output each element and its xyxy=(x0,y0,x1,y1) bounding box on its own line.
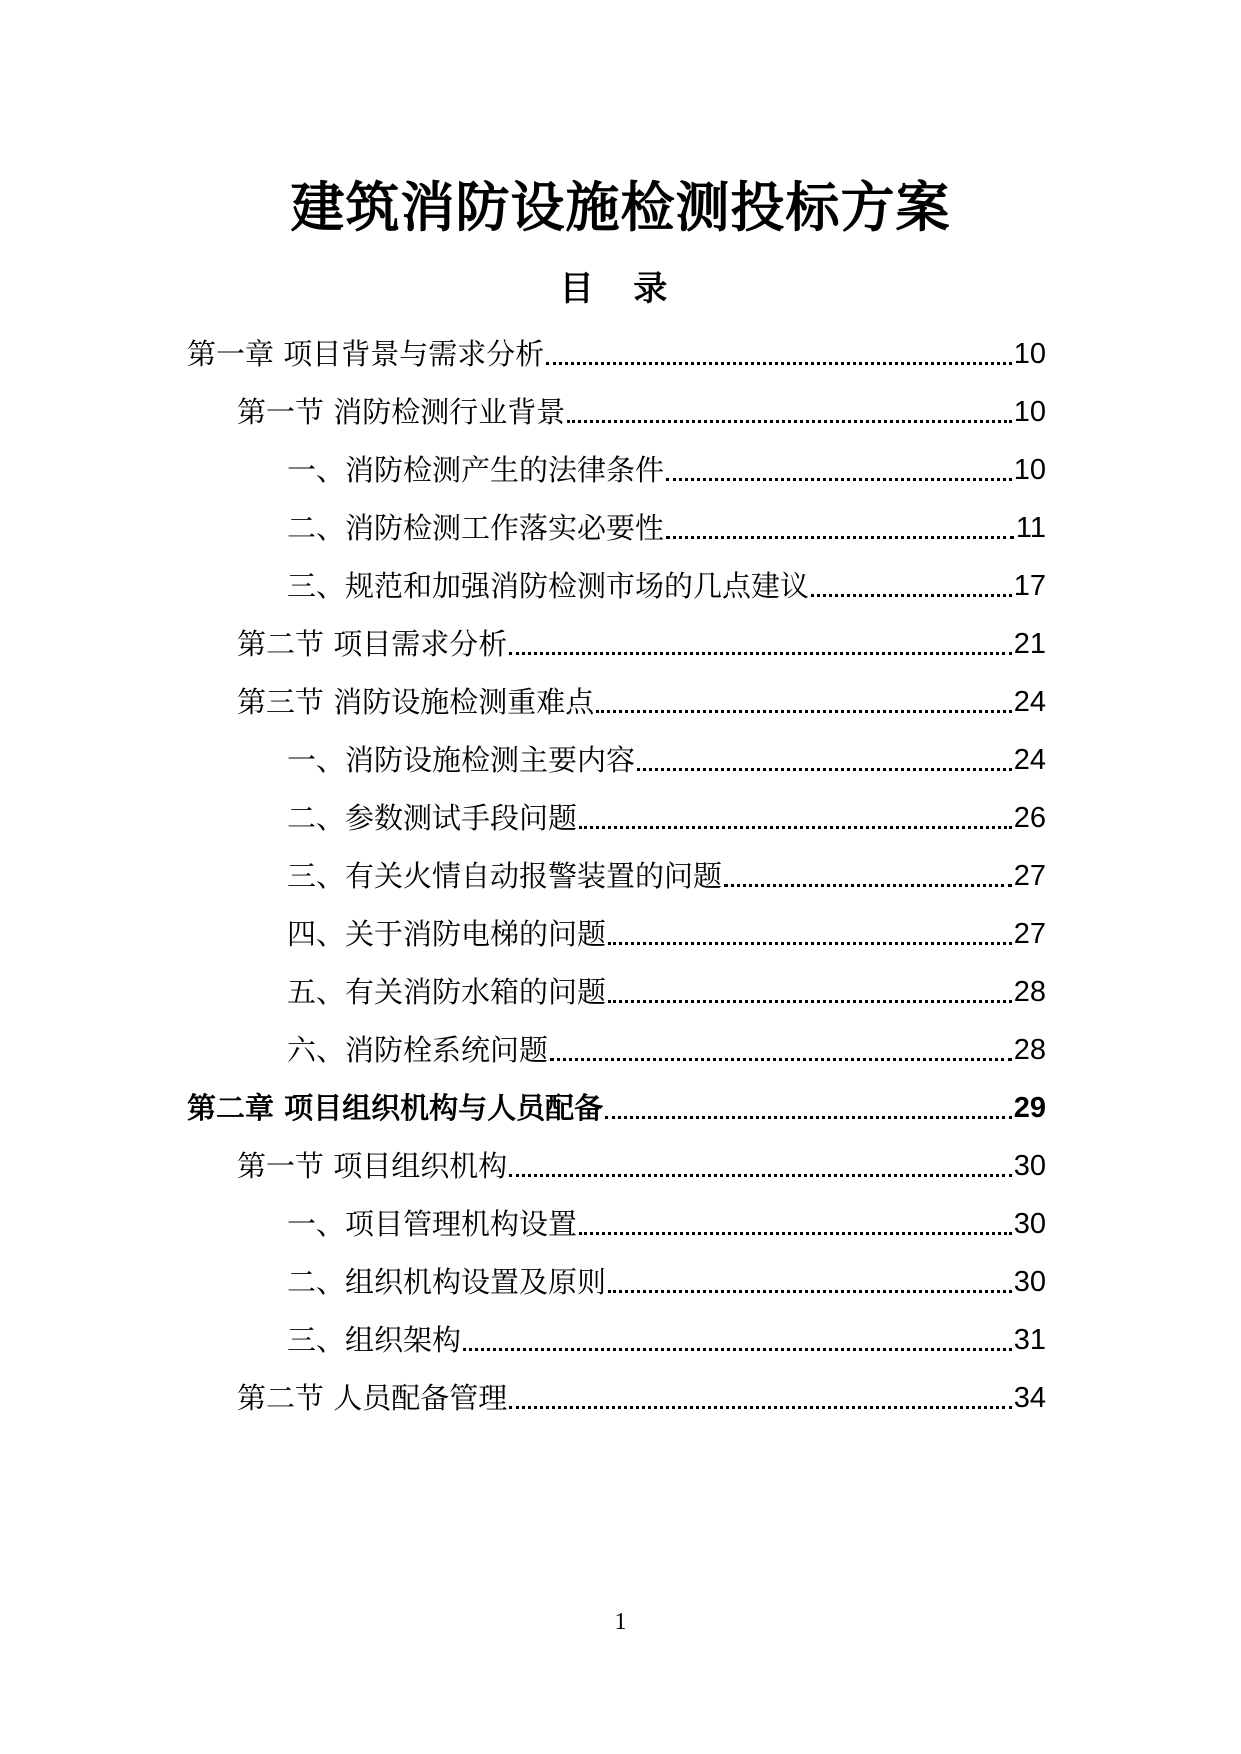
toc-entry-label: 二、消防检测工作落实必要性 xyxy=(287,511,665,545)
toc-entry-label: 三、规范和加强消防检测市场的几点建议 xyxy=(287,569,810,603)
toc-dot-leader xyxy=(509,1174,1012,1177)
toc-dot-leader xyxy=(546,362,1012,365)
toc-entry-label: 三、组织架构 xyxy=(287,1323,462,1357)
toc-entry-label: 二、参数测试手段问题 xyxy=(287,801,578,835)
toc-entry[interactable] xyxy=(287,558,1046,606)
toc-dot-leader xyxy=(608,1290,1012,1293)
toc-dot-leader xyxy=(605,1116,1012,1119)
toc-entry-page-number: 17 xyxy=(1013,570,1046,602)
toc-entry[interactable] xyxy=(287,1254,1046,1302)
toc-entry[interactable] xyxy=(237,674,1046,722)
toc-entry-page-number: 10 xyxy=(1013,454,1046,486)
toc-entry-page-number: 34 xyxy=(1013,1382,1046,1414)
toc-dot-leader xyxy=(608,1000,1012,1003)
toc-entry[interactable] xyxy=(287,1196,1046,1244)
toc-dot-leader xyxy=(811,594,1012,597)
toc-entry[interactable] xyxy=(287,1022,1046,1070)
toc-entry-label: 一、消防设施检测主要内容 xyxy=(287,743,636,777)
toc-entry-page-number: 11 xyxy=(1015,512,1046,544)
toc-dot-leader xyxy=(666,478,1012,481)
toc-entry-page-number: 26 xyxy=(1013,802,1046,834)
toc-dot-leader xyxy=(567,420,1012,423)
toc-entry-label: 第二节 项目需求分析 xyxy=(237,627,508,661)
toc-dot-leader xyxy=(724,884,1012,887)
toc-dot-leader xyxy=(509,1406,1012,1409)
toc-entry-page-number: 24 xyxy=(1013,686,1046,718)
toc-entry-page-number: 29 xyxy=(1013,1092,1046,1124)
toc-entry-label: 四、关于消防电梯的问题 xyxy=(287,917,607,951)
toc-entry-label: 第二节 人员配备管理 xyxy=(237,1381,508,1415)
toc-entry-page-number: 24 xyxy=(1013,744,1046,776)
toc-dot-leader xyxy=(637,768,1012,771)
toc-dot-leader xyxy=(596,710,1012,713)
toc-entry-page-number: 28 xyxy=(1013,1034,1046,1066)
toc-entry-label: 第一节 项目组织机构 xyxy=(237,1149,508,1183)
toc-entry-label: 三、有关火情自动报警装置的问题 xyxy=(287,859,723,893)
toc-entry-label: 第一节 消防检测行业背景 xyxy=(237,395,566,429)
page-number: 1 xyxy=(614,1609,627,1635)
toc-entry-label: 第一章 项目背景与需求分析 xyxy=(187,337,545,371)
toc-entry[interactable] xyxy=(237,1370,1046,1418)
toc-entry[interactable] xyxy=(287,1312,1046,1360)
toc-entry[interactable] xyxy=(237,616,1046,664)
toc-entry[interactable] xyxy=(287,906,1046,954)
toc-entry-page-number: 30 xyxy=(1013,1266,1046,1298)
toc-entry-page-number: 31 xyxy=(1013,1324,1046,1356)
toc-entry-page-number: 27 xyxy=(1013,860,1046,892)
toc-dot-leader xyxy=(608,942,1012,945)
toc-dot-leader xyxy=(550,1058,1012,1061)
document-title: 建筑消防设施检测投标方案 xyxy=(290,176,951,239)
toc-dot-leader xyxy=(509,652,1012,655)
toc-entry-label: 第二章 项目组织机构与人员配备 xyxy=(187,1091,604,1125)
toc-entry-page-number: 27 xyxy=(1013,918,1046,950)
toc-entry-label: 一、消防检测产生的法律条件 xyxy=(287,453,665,487)
toc-dot-leader xyxy=(666,536,1014,539)
toc-dot-leader xyxy=(579,826,1012,829)
toc-entry[interactable] xyxy=(237,384,1046,432)
toc-entry-page-number: 30 xyxy=(1013,1150,1046,1182)
toc-heading: 目 录 xyxy=(559,269,682,309)
toc-entry[interactable] xyxy=(237,1138,1046,1186)
toc-entry-page-number: 30 xyxy=(1013,1208,1046,1240)
toc-entry-page-number: 21 xyxy=(1013,628,1046,660)
toc-entry-label: 二、组织机构设置及原则 xyxy=(287,1265,607,1299)
toc-entry-page-number: 10 xyxy=(1013,338,1046,370)
toc-entry[interactable] xyxy=(287,732,1046,780)
toc-dot-leader xyxy=(579,1232,1012,1235)
toc-entry[interactable] xyxy=(287,848,1046,896)
toc-entry-label: 六、消防栓系统问题 xyxy=(287,1033,549,1067)
toc-entry-page-number: 10 xyxy=(1013,396,1046,428)
toc-entry[interactable] xyxy=(287,500,1046,548)
toc-entry-page-number: 28 xyxy=(1013,976,1046,1008)
toc-entry[interactable] xyxy=(287,964,1046,1012)
toc-entry[interactable] xyxy=(287,790,1046,838)
toc-entry[interactable] xyxy=(187,1080,1046,1128)
toc-entry[interactable] xyxy=(187,326,1046,374)
toc-entry-label: 五、有关消防水箱的问题 xyxy=(287,975,607,1009)
toc-entry[interactable] xyxy=(287,442,1046,490)
toc-entry-label: 第三节 消防设施检测重难点 xyxy=(237,685,595,719)
toc-dot-leader xyxy=(463,1348,1012,1351)
toc-entry-label: 一、项目管理机构设置 xyxy=(287,1207,578,1241)
